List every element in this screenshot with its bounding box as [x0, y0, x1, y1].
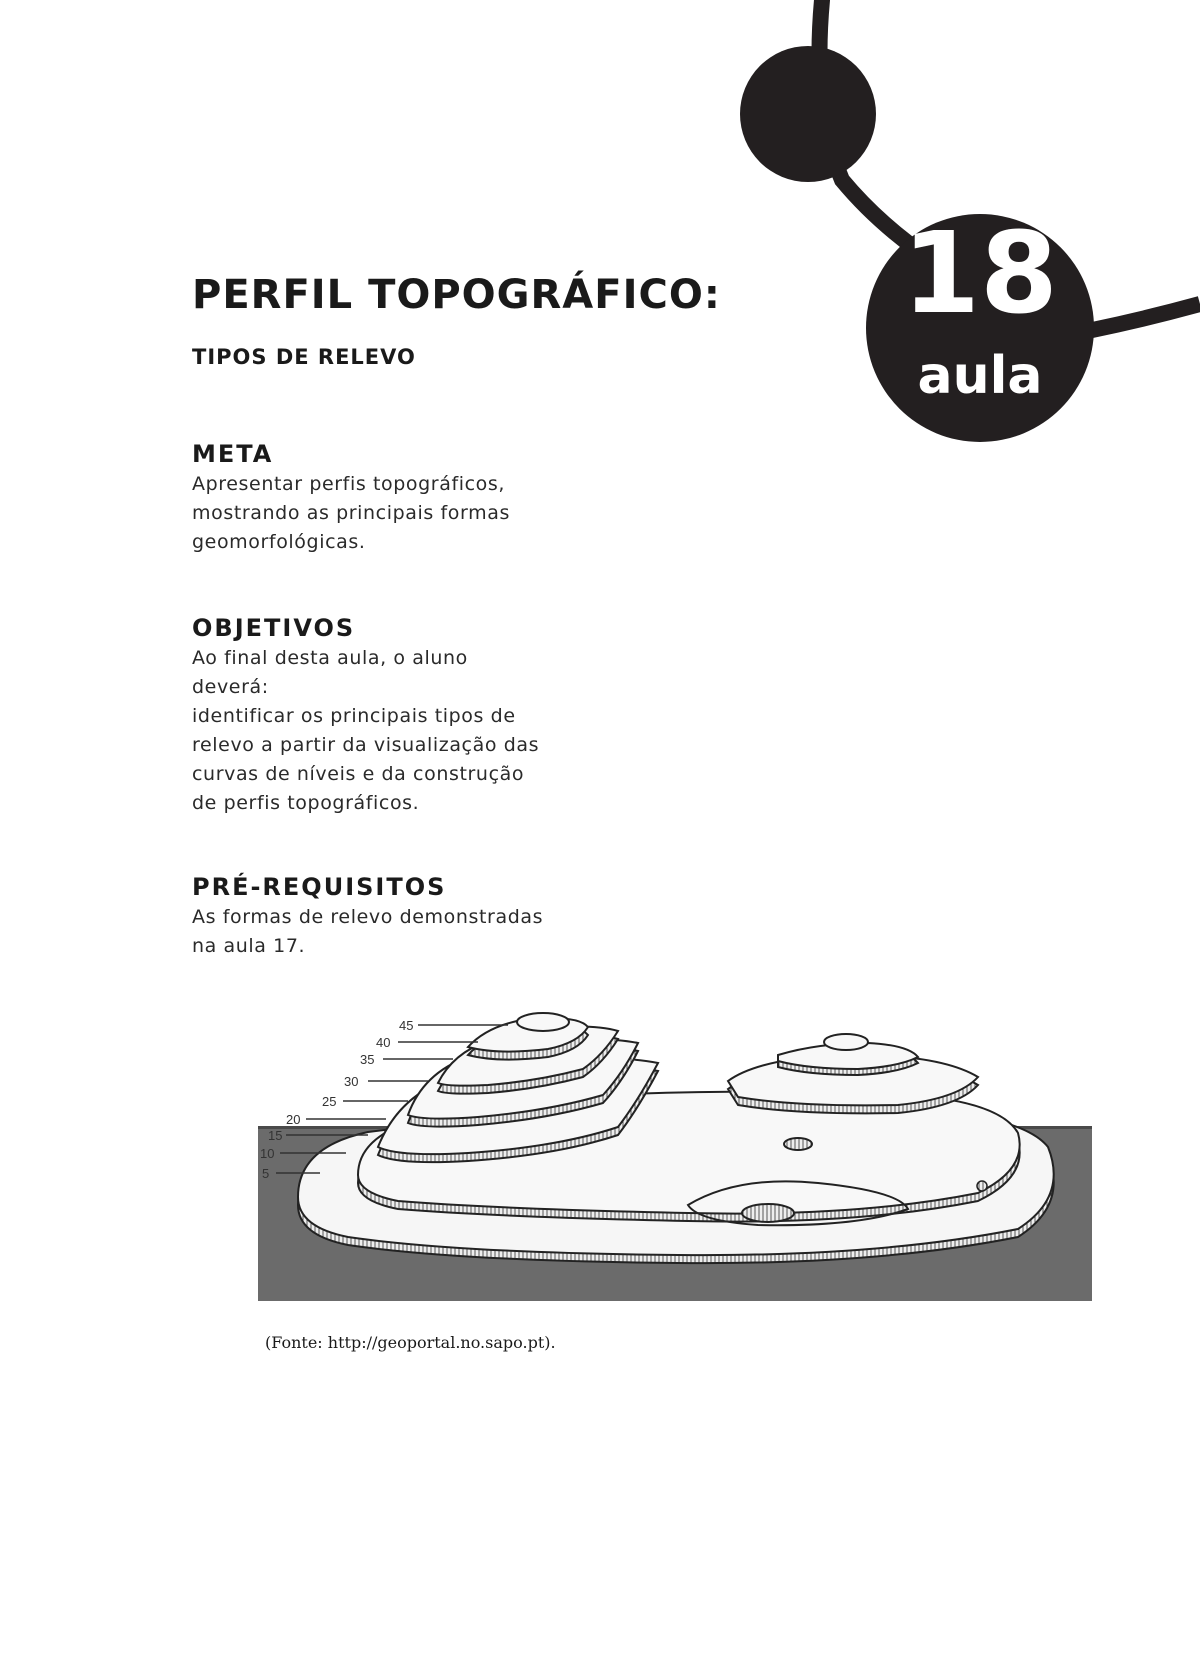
contour-label: 30 [344, 1074, 359, 1089]
meta-section [192, 440, 592, 557]
meta-text: Apresentar perfis topográficos, mostrando as principais formas geomorfológicas. [192, 473, 510, 553]
contour-label: 20 [286, 1112, 301, 1127]
contour-label: 45 [399, 1018, 414, 1033]
objetivos-text: Ao final desta aula, o aluno deverá: identificar os principais tipos de relevo a partir da visualização das curvas de níveis e da construção de perfis topográficos. [192, 647, 540, 814]
meta-heading: META [192, 440, 274, 468]
page-subtitle: TIPOS DE RELEVO [192, 345, 416, 369]
prerequisitos-section [192, 873, 592, 961]
contour-labels [258, 1005, 1092, 1301]
contour-label: 35 [360, 1052, 375, 1067]
objetivos-section [192, 614, 592, 818]
page-title: PERFIL TOPOGRÁFICO: [192, 272, 721, 318]
prerequisitos-text: As formas de relevo demonstradas na aula 17. [192, 906, 544, 957]
prerequisitos-heading: PRÉ-REQUISITOS [192, 873, 447, 901]
contour-label: 15 [268, 1128, 283, 1143]
small-dark-circle [740, 46, 876, 182]
objetivos-heading: OBJETIVOS [192, 614, 356, 642]
lesson-number: 18 [902, 209, 1058, 339]
figure-caption: (Fonte: http://geoportal.no.sapo.pt). [265, 1333, 556, 1352]
contour-label: 25 [322, 1094, 337, 1109]
lesson-word: aula [917, 346, 1043, 406]
contour-label: 10 [260, 1146, 275, 1161]
contour-label: 5 [262, 1166, 270, 1181]
contour-label: 40 [376, 1035, 391, 1050]
